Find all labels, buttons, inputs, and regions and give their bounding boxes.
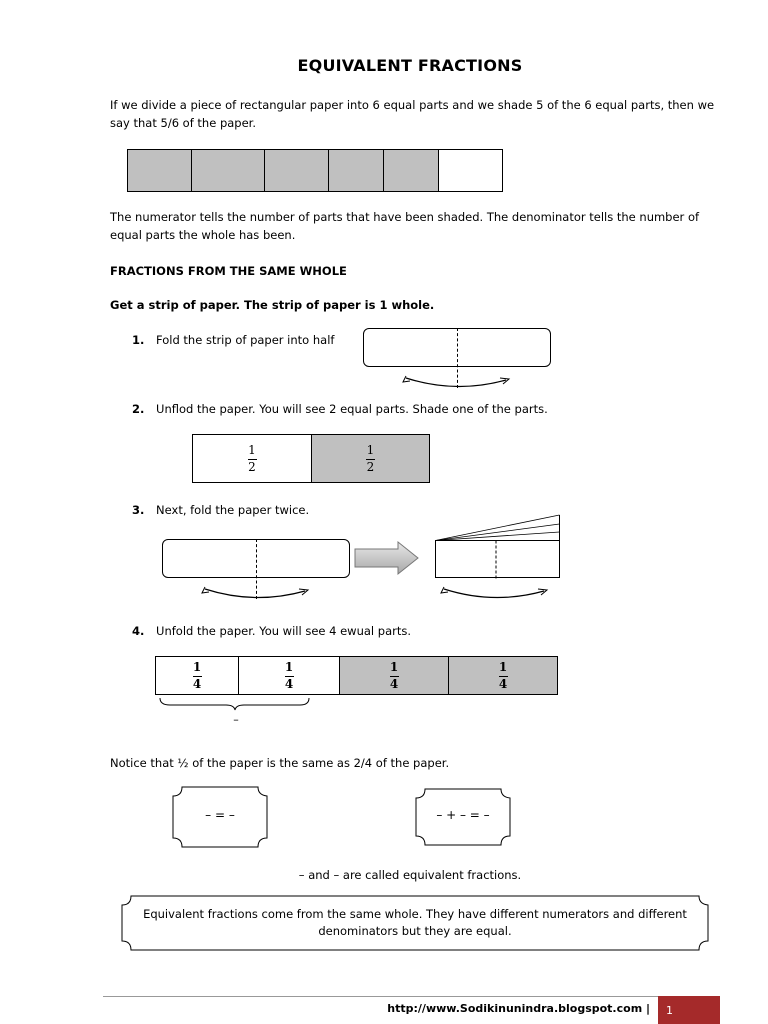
quarter-part-shaded [449, 657, 557, 694]
strip-part [384, 150, 439, 191]
step-text: Unflod the paper. You will see 2 equal parts. Shade one of the parts. [156, 402, 548, 416]
footer-url[interactable]: http://www.Sodikinunindra.blogspot.com | [387, 1002, 650, 1015]
half-part-shaded [312, 435, 429, 482]
fraction-numerator: 1 [192, 659, 202, 674]
fraction-numerator: 1 [284, 659, 294, 674]
halves-strip [192, 434, 430, 483]
fraction-denominator: 4 [284, 676, 294, 691]
step-number: 2. [132, 402, 145, 416]
strip-part [439, 150, 502, 191]
sixths-strip [127, 149, 503, 192]
step-4 [132, 622, 532, 640]
fraction-denominator: 4 [498, 676, 508, 691]
brace-icon [158, 697, 312, 711]
footer-divider [103, 996, 658, 997]
step-text: Next, fold the paper twice. [156, 503, 310, 517]
step-text: Unfold the paper. You will see 4 ewual parts. [156, 624, 411, 638]
fraction-denominator: 2 [248, 459, 256, 474]
quarters-strip [155, 656, 558, 695]
step-3 [132, 501, 432, 519]
fraction-denominator: 4 [192, 676, 202, 691]
page-title: EQUIVALENT FRACTIONS [297, 56, 523, 75]
fold-arrow-icon [199, 583, 314, 603]
fraction-numerator: 1 [248, 442, 256, 457]
step-number: 4. [132, 624, 145, 638]
strip-part [192, 150, 265, 191]
fraction-denominator: 4 [389, 676, 399, 691]
quarter-part [156, 657, 239, 694]
section-heading: FRACTIONS FROM THE SAME WHOLE [110, 264, 347, 278]
fold-arrow-icon [438, 583, 553, 603]
strip-part [265, 150, 329, 191]
fraction-denominator: 2 [366, 459, 375, 474]
step-1 [132, 331, 352, 349]
called-text: – and – are called equivalent fractions. [298, 868, 522, 882]
step-2 [132, 400, 692, 418]
half-part [193, 435, 312, 482]
intro-paragraph: If we divide a piece of rectangular paper into 6 equal parts and we shade 5 of the 6 equal parts, then we say that 5/6 of the paper. [110, 98, 715, 130]
fraction-numerator: 1 [389, 659, 399, 674]
quarter-part [239, 657, 340, 694]
fold-arrow-icon [400, 372, 515, 392]
strip-part [329, 150, 384, 191]
step-text: Fold the strip of paper into half [156, 333, 335, 347]
brace-label: – [233, 713, 239, 726]
fraction-numerator: 1 [498, 659, 508, 674]
summary-text: Equivalent fractions come from the same whole. They have different numerators and different denominators but they are equal. [143, 907, 687, 938]
step-number: 1. [132, 333, 145, 347]
explain-paragraph: The numerator tells the number of parts that have been shaded. The denominator tells the number of equal parts the whole has been. [110, 210, 700, 242]
right-arrow-icon [352, 539, 422, 577]
step-number: 3. [132, 503, 145, 517]
notice-text: Notice that ½ of the paper is the same as 2/4 of the paper. [110, 756, 450, 770]
equation-2: – + – = – [436, 808, 490, 822]
fraction-numerator: 1 [366, 442, 375, 457]
strip-part [128, 150, 192, 191]
folded-twice-diagram [434, 512, 562, 580]
get-strip-text: Get a strip of paper. The strip of paper is 1 whole. [110, 298, 435, 312]
equation-1: – = – [205, 808, 235, 822]
page-number-badge [658, 996, 720, 1024]
quarter-part-shaded [340, 657, 449, 694]
page-number: 1 [666, 1003, 673, 1017]
